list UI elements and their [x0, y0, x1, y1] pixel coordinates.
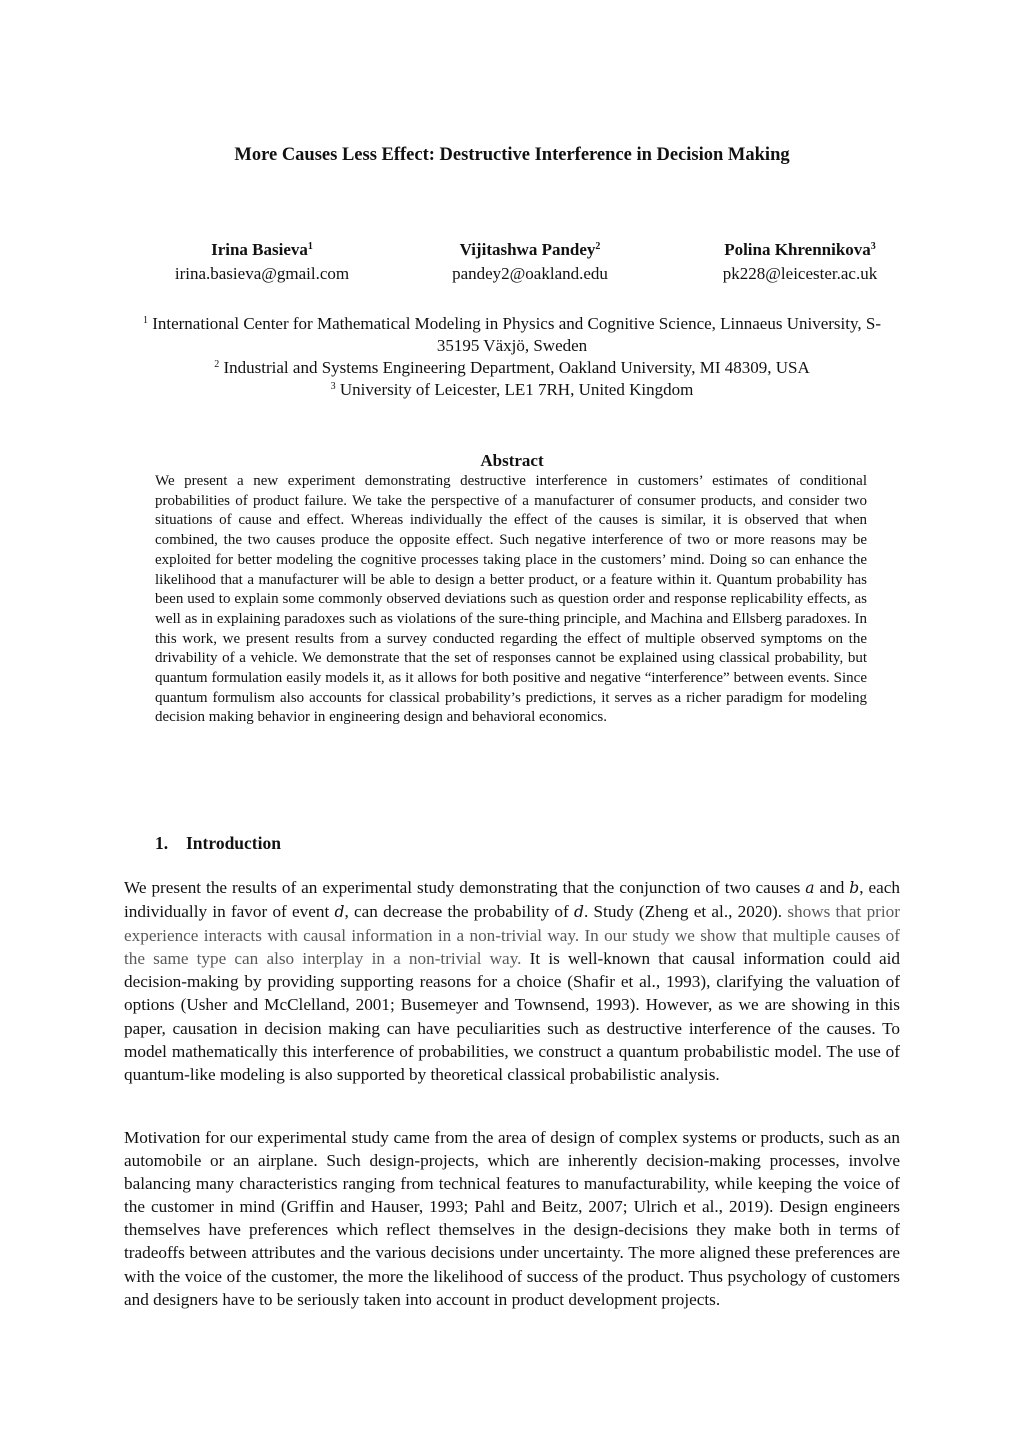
author-name: Irina Basieva$^1$ [211, 240, 313, 259]
section-heading: 1. Introduction [155, 833, 281, 853]
author-name: Polina Khrennikova$^3$ [724, 240, 876, 259]
author-block [124, 238, 900, 288]
paper-title: More Causes Less Effect: Destructive Interference in Decision Making [234, 145, 790, 165]
author-3 [660, 238, 940, 286]
author-2 [390, 238, 670, 286]
affiliations [124, 313, 900, 401]
affiliation-1: $^1$ International Center for Mathematical Modeling in Physics and Cognitive Science, Linnaeus University, S-35195 Växjö, Sweden [142, 314, 882, 355]
intro-paragraph-1: We present the results of an experimental study demonstrating that the conjunction of two causes a and b, each individually in favor of event d, can decrease the probability of d. Study (Zheng et al., 2020). shows that prior experience interacts with causal information in a non-trivial way. In our study we show that multiple causes of the same type can also interplay in a non-trivial way. It is well-known that causal information could aid decision-making by providing supporting reasons for a choice (Shafir et al., 1993), clarifying the valuation of options (Usher and McClelland, 2001; Busemeyer and Townsend, 1993). However, as we are showing in this paper, causation in decision making can have peculiarities such as destructive interference of the causes. To model mathematically this interference of probabilities, we construct a quantum probabilistic model. The use of quantum-like modeling is also supported by theoretical classical probabilistic analysis. [124, 878, 900, 1084]
author-1 [124, 238, 400, 286]
abstract-heading: Abstract [480, 451, 544, 470]
author-email: pandey2@oakland.edu [452, 264, 608, 283]
author-email: pk228@leicester.ac.uk [722, 264, 878, 283]
abstract-text: We present a new experiment demonstrating destructive interference in customers’ estimates of conditional probabilities of product failure. We take the perspective of a manufacturer of consumer products, and consider two situations of cause and effect. Whereas individually the effect of the causes is similar, it is observed that when combined, the two causes produce the opposite effect. Such negative interference of two or more reasons may be exploited for better modeling the cognitive processes taking place in the customers’ mind. Doing so can enhance the likelihood that a manufacturer will be able to design a better product, or a feature within it. Quantum probability has been used to explain some commonly observed deviations such as question order and response replicability effects, as well as in explaining paradoxes such as violations of the sure-thing principle, and Machina and Ellsberg paradoxes. In this work, we present results from a survey conducted regarding the effect of multiple observed symptoms on the drivability of a vehicle. We demonstrate that the set of responses cannot be explained using classical probability, but quantum formulation easily models it, as it allows for both positive and negative “interference” between events. Since quantum formulism also accounts for classical probability’s predictions, it serves as a richer paradigm for modeling decision making behavior in engineering design and behavioral economics. [155, 473, 867, 726]
intro-paragraph-2: Motivation for our experimental study came from the area of design of complex systems or products, such as an automobile or an airplane. Such design-projects, which are inherently decision-making processes, involve balancing many characteristics ranging from technical features to manufacturability, while keeping the voice of the customer in mind (Griffin and Hauser, 1993; Pahl and Beitz, 2007; Ulrich et al., 2019). Design engineers themselves have preferences which reflect themselves in the design-decisions they make both in terms of tradeoffs between attributes and the various decisions under uncertainty. The more aligned these preferences are with the voice of the customer, the more the likelihood of success of the product. Thus psychology of customers and designers have to be seriously taken into account in product development projects. [124, 1128, 900, 1309]
author-name: Vijitashwa Pandey$^2$ [459, 240, 601, 259]
affiliation-3: $^3$ University of Leicester, LE1 7RH, United Kingdom [330, 380, 694, 399]
author-email: irina.basieva@gmail.com [174, 264, 350, 283]
affiliation-2: $^2$ Industrial and Systems Engineering Department, Oakland University, MI 48309, USA [214, 358, 810, 377]
